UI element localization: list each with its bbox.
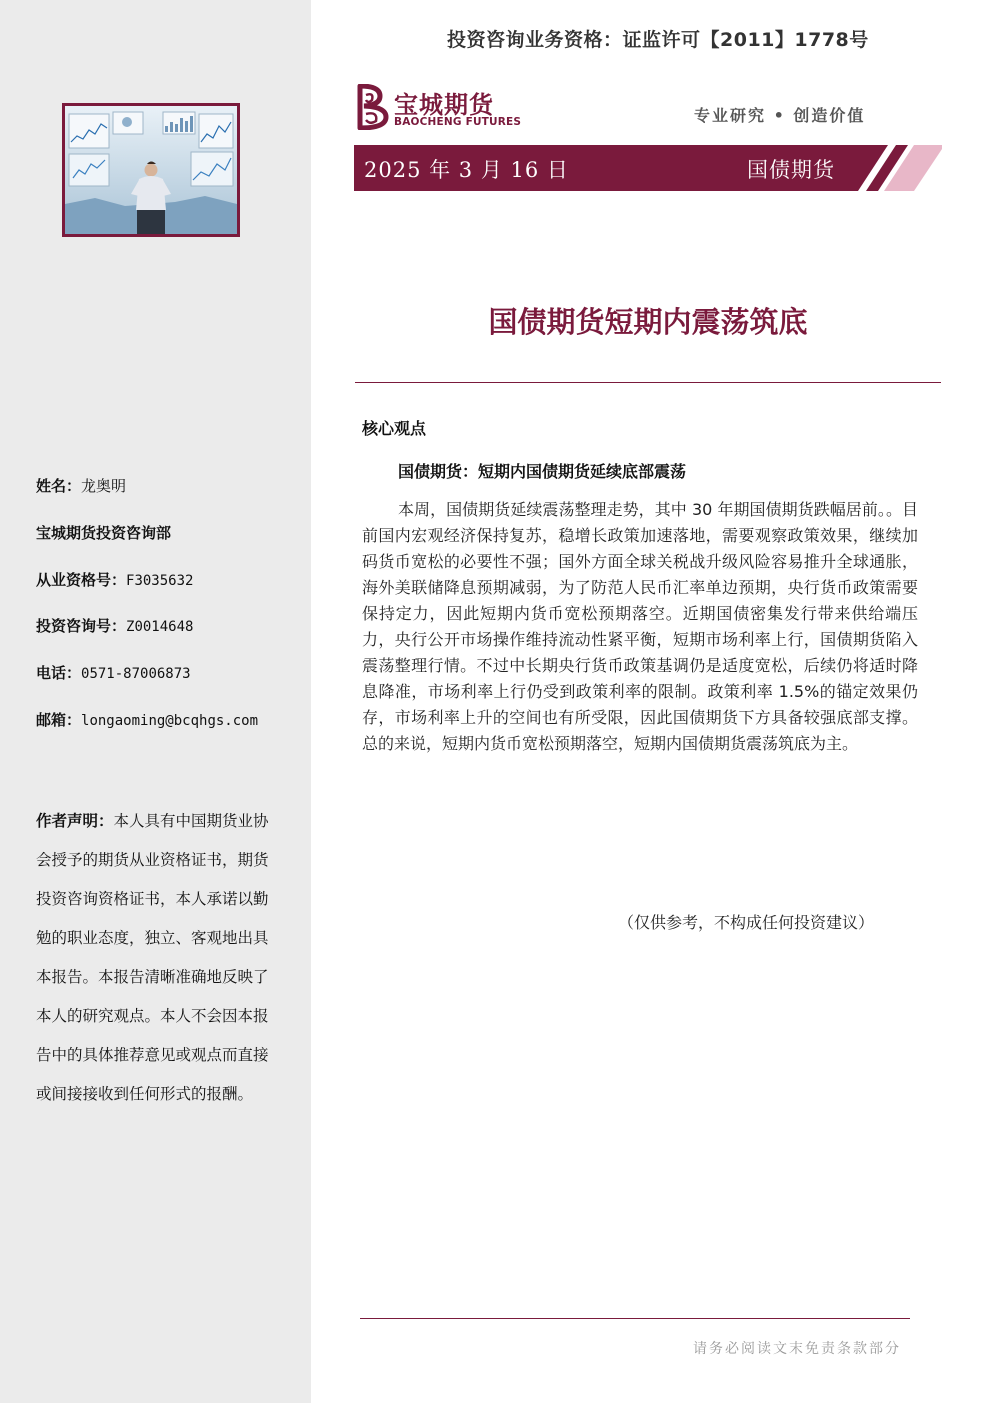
- license-label: 从业资格号：: [36, 571, 127, 589]
- author-name-row: [36, 476, 126, 496]
- author-sidebar: [0, 0, 311, 1403]
- consult-label: 投资咨询号：: [36, 617, 127, 635]
- investment-disclaimer: （仅供参考，不构成任何投资建议）: [618, 913, 875, 932]
- company-logo: [356, 84, 526, 132]
- title-divider: [355, 382, 941, 383]
- report-title: 国债期货短期内震荡筑底: [488, 305, 808, 339]
- license-row: [36, 570, 193, 591]
- author-statement-text: 本人具有中国期货业协会授予的期货从业资格证书，期货投资咨询资格证书，本人承诺以勤勉的职业态度，独立、客观地出具本报告。本报告清晰准确地反映了本人的研究观点。本人不会因本报告中的具体推荐意见或观点而直接或间接接收到任何形式的报酬。: [36, 812, 269, 1103]
- consult-row: [36, 616, 193, 637]
- footer-note: 请务必阅读文末免责条款部分: [693, 1341, 901, 1357]
- report-body: 本周，国债期货延续震荡整理走势，其中 30 年期国债期货跌幅居前。。目前国内宏观经济保持复苏，稳增长政策加速落地，需要观察政策效果，继续加码货币宽松的必要性不强；国外方面全球关税战升级风险容易推升全球通胀，海外美联储降息预期减弱，为了防范人民币汇率单边预期，央行货币政策需要保持定力，因此短期内货币宽松预期落空。近期国债密集发行带来供给端压力，央行公开市场操作维持流动性紧平衡，短期市场利率上行，国债期货陷入震荡整理行情。不过中长期央行货币政策基调仍是适度宽松，后续仍将适时降息降准，市场利率上行仍受到政策利率的限制。政策利率 1.5%的锚定效果仍存，市场利率上升的空间也有所受限，因此国债期货下方具备较强底部支撑。总的来说，短期内货币宽松预期落空，短期内国债期货震荡筑底为主。: [362, 500, 918, 753]
- logo-english-name: BAOCHENG FUTURES: [394, 116, 522, 128]
- qualification-line: 投资咨询业务资格：证监许可【2011】1778号: [447, 29, 869, 51]
- department-name: 宝城期货投资咨询部: [36, 524, 172, 542]
- date-banner: [354, 145, 942, 191]
- department-row: [36, 523, 171, 543]
- footer-divider: [360, 1318, 910, 1319]
- consult-number: Z0014648: [126, 619, 194, 635]
- license-number: F3035632: [126, 573, 194, 589]
- company-slogan: 专业研究 • 创造价值: [694, 106, 866, 125]
- email-label: 邮箱：: [36, 711, 82, 729]
- report-category: 国债期货: [747, 158, 835, 182]
- logo-b-icon: [356, 84, 392, 130]
- sub-heading: 国债期货：短期内国债期货延续底部震荡: [398, 462, 687, 481]
- email-row: [36, 710, 258, 731]
- phone-label: 电话：: [36, 664, 82, 682]
- author-statement: [36, 802, 272, 1114]
- author-statement-label: 作者声明：: [36, 812, 114, 830]
- email-address[interactable]: longaoming@bcqhgs.com: [81, 713, 259, 729]
- section-heading: 核心观点: [362, 419, 427, 438]
- phone-row: [36, 663, 191, 684]
- hero-image: [62, 103, 240, 237]
- author-name: 龙奥明: [81, 477, 127, 495]
- logo-chinese-name: 宝城期货: [394, 91, 494, 119]
- analyst-screens-illustration: [65, 106, 237, 234]
- report-date: 2025 年 3 月 16 日: [364, 158, 569, 182]
- phone-number: 0571-87006873: [81, 666, 191, 682]
- author-name-label: 姓名：: [36, 477, 82, 495]
